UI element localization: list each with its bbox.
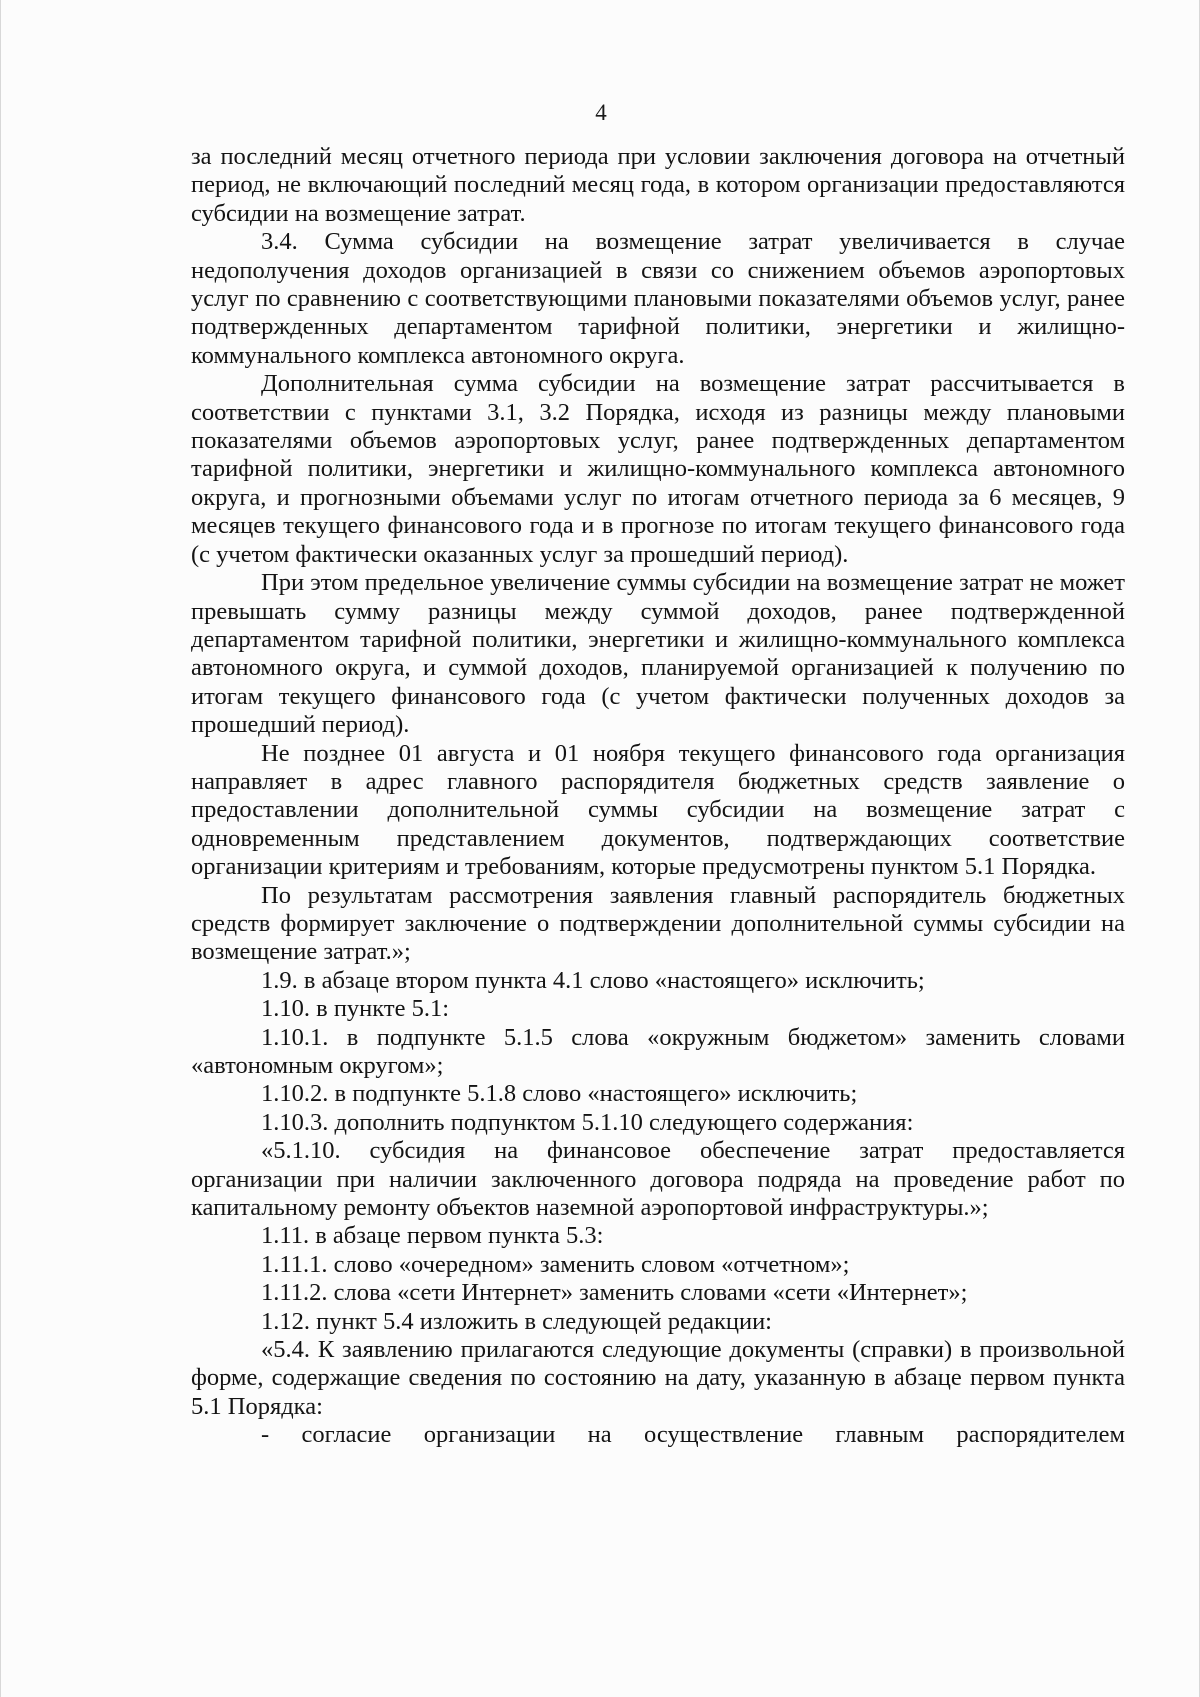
page-number: 4 <box>595 100 607 125</box>
paragraph-additional-sum: Дополнительная сумма субсидии на возмещение затрат рассчитывается в соответствии с пунктами 3.1, 3.2 Порядка, исходя из разницы между плановыми показателями объемов аэропортовых услуг, ранее подтвержденных департаментом тарифной политики, энергетики и жилищно-коммунального комплекса автономного округа, и прогнозными объемами услуг по итогам отчетного периода за 6 месяцев, 9 месяцев текущего финансового года и в прогнозе по итогам текущего финансового года (с учетом фактически оказанных услуг за прошедший период). <box>191 370 1125 568</box>
paragraph-review-results: По результатам рассмотрения заявления главный распорядитель бюджетных средств формирует заключение о подтверждении дополнительной суммы субсидии на возмещение затрат.»; <box>191 881 1125 966</box>
document-body <box>191 143 1125 1450</box>
paragraph-5-1-10: «5.1.10. субсидия на финансовое обеспечение затрат предоставляется организации при наличии заключенного договора подряда на проведение работ по капитальному ремонту объектов наземной аэропортовой инфраструктуры.»; <box>191 1137 1125 1222</box>
paragraph-limit-increase: При этом предельное увеличение суммы субсидии на возмещение затрат не может превышать сумму разницы между суммой доходов, ранее подтвержденной департаментом тарифной политики, энергетики и жилищно-коммунального комплекса автономного округа, и суммой доходов, планируемой организацией к получению по итогам текущего финансового года (с учетом фактически полученных доходов за прошедший период). <box>191 569 1125 739</box>
paragraph-1-11: 1.11. в абзаце первом пункта 5.3: <box>261 1222 604 1250</box>
paragraph-3-4: 3.4. Сумма субсидии на возмещение затрат увеличивается в случае недополучения доходов организацией в связи со снижением объемов аэропортовых услуг по сравнению с соответствующими плановыми показателями объемов услуг, ранее подтвержденных департаментом тарифной политики, энергетики и жилищно-коммунального комплекса автономного округа. <box>191 228 1125 369</box>
paragraph-1-10-3: 1.10.3. дополнить подпунктом 5.1.10 следующего содержания: <box>261 1108 914 1136</box>
paragraph-1-10-1: 1.10.1. в подпункте 5.1.5 слова «окружным бюджетом» заменить словами «автономным округом»; <box>191 1023 1125 1079</box>
paragraph-1-9: 1.9. в абзаце втором пункта 4.1 слово «настоящего» исключить; <box>261 966 925 994</box>
paragraph-consent: - согласие организации на осуществление главным распорядителем <box>261 1421 1125 1449</box>
paragraph-1-10: 1.10. в пункте 5.1: <box>261 995 450 1023</box>
paragraph-1-12: 1.12. пункт 5.4 изложить в следующей редакции: <box>261 1307 772 1335</box>
paragraph-1-11-1: 1.11.1. слово «очередном» заменить словом «отчетном»; <box>261 1250 850 1278</box>
paragraph-1-11-2: 1.11.2. слова «сети Интернет» заменить словами «сети «Интернет»; <box>261 1279 968 1307</box>
paragraph-1-10-2: 1.10.2. в подпункте 5.1.8 слово «настоящего» исключить; <box>261 1080 858 1108</box>
paragraph-continuation: за последний месяц отчетного периода при условии заключения договора на отчетный период, не включающий последний месяц года, в котором организации предоставляются субсидии на возмещение затрат. <box>191 143 1125 227</box>
paragraph-5-4: «5.4. К заявлению прилагаются следующие документы (справки) в произвольной форме, содержащие сведения по состоянию на дату, указанную в абзаце первом пункта 5.1 Порядка: <box>191 1336 1125 1420</box>
paragraph-deadline: Не позднее 01 августа и 01 ноября текущего финансового года организация направляет в адрес главного распорядителя бюджетных средств заявление о предоставлении дополнительной суммы субсидии на возмещение затрат с одновременным представлением документов, подтверждающих соответствие организации критериям и требованиям, которые предусмотрены пунктом 5.1 Порядка. <box>191 739 1125 881</box>
